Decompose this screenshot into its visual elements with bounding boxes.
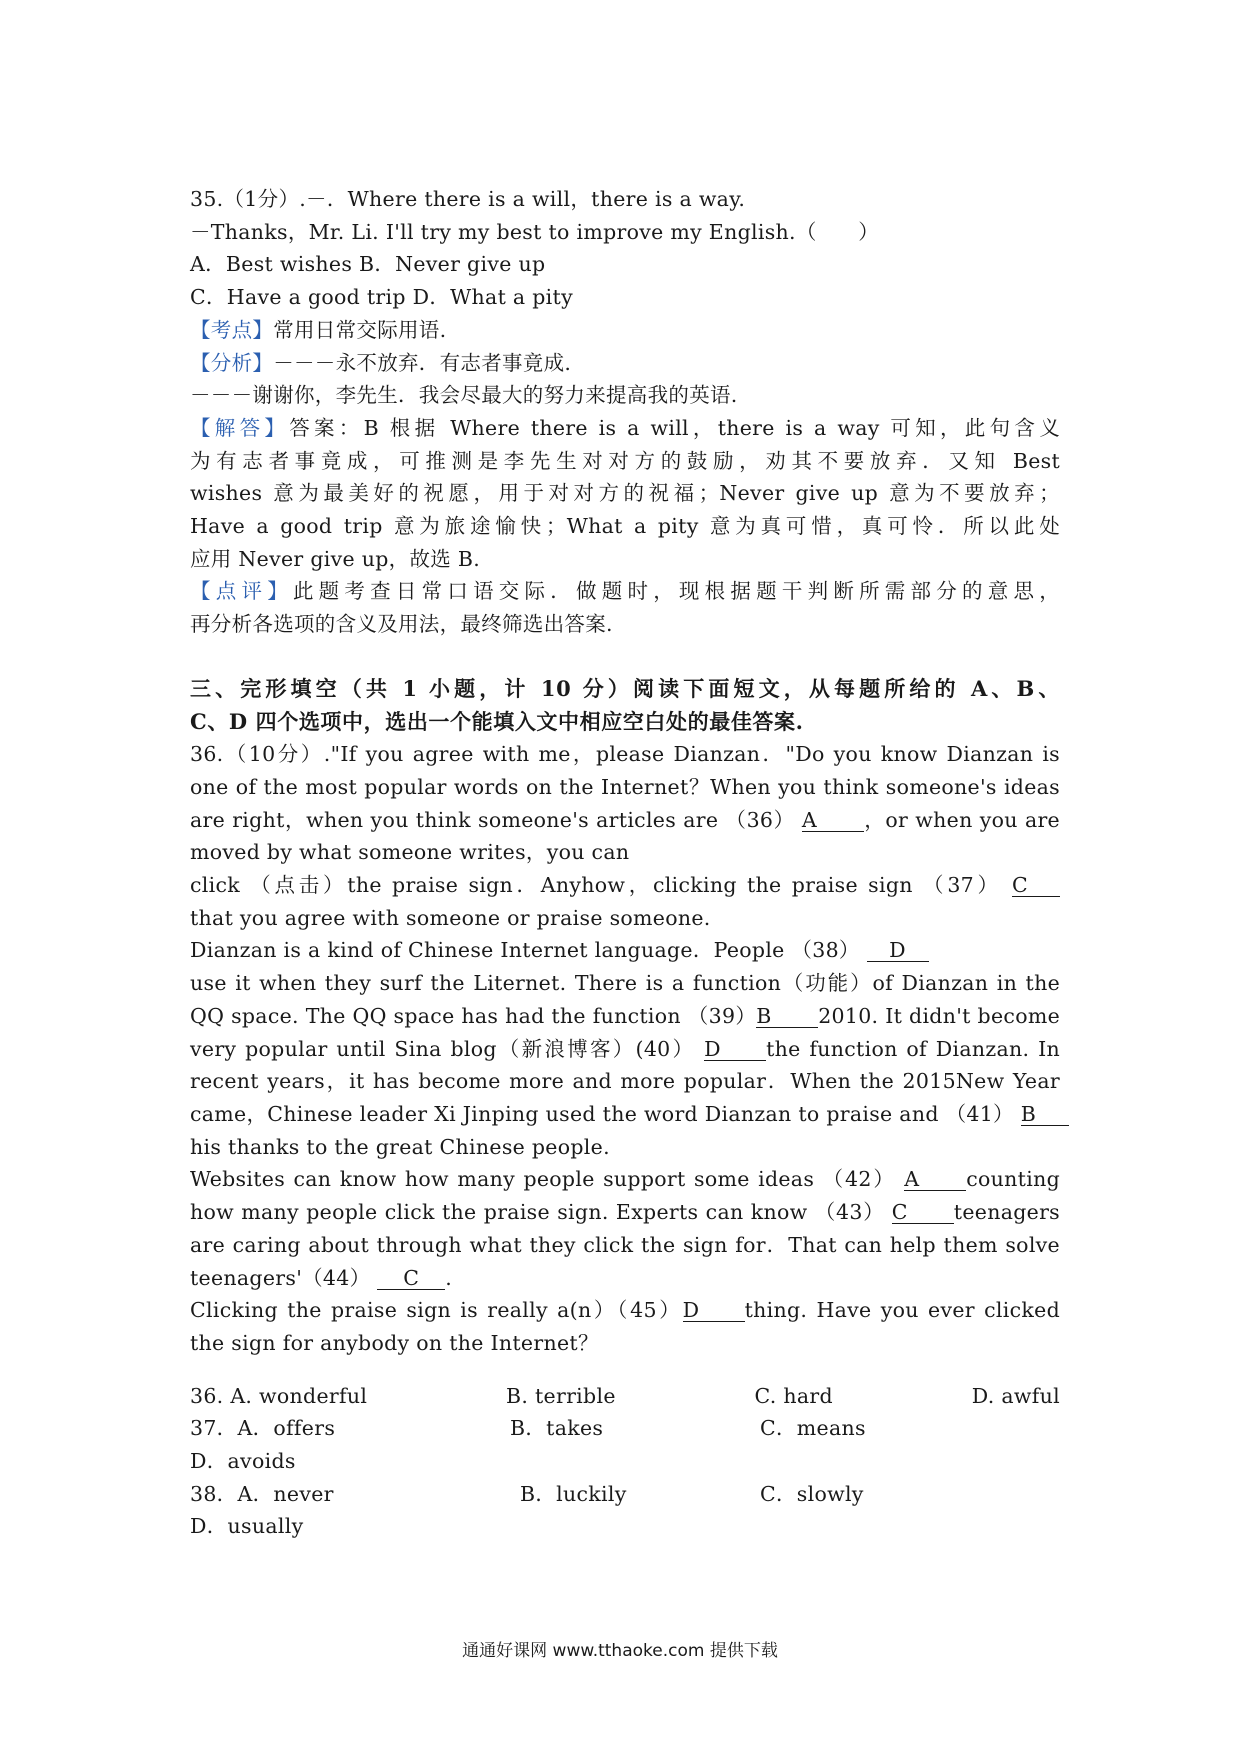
passage-text: very popular until Sina blog（新浪博客）(40） xyxy=(190,1036,696,1061)
passage-text: . xyxy=(445,1265,453,1290)
answer-blank-40: D xyxy=(704,1038,766,1061)
jieda-text-2: 为有志者事竟成，可推测是李先生对对方的鼓励，劝其不要放弃．又知 Best xyxy=(190,448,1060,473)
passage-text: Dianzan is a kind of Chinese Internet language．People （38） xyxy=(190,938,860,963)
answer-blank-36: A xyxy=(802,809,864,832)
options-37 xyxy=(190,1412,1060,1445)
fenxi-tag: 【分析】 xyxy=(190,350,274,375)
passage-line-16: are caring about through what they click the sign for．That can help them solve xyxy=(190,1232,1060,1257)
answer-blank-45: D xyxy=(683,1299,745,1322)
passage-text: are right，when you think someone's articles are （36） xyxy=(190,807,795,832)
passage-line-4: moved by what someone writes，you can xyxy=(190,840,630,865)
option-38-a: 38．A．never xyxy=(190,1481,334,1506)
passage-text: teenagers xyxy=(953,1200,1060,1225)
jieda-text-4: Have a good trip 意为旅途愉快；What a pity 意为真可惜，真可怜．所以此处 xyxy=(190,514,1060,539)
option-36-c: C. hard xyxy=(754,1383,833,1408)
option-36-d: D. awful xyxy=(971,1383,1060,1408)
option-36-b: B. terrible xyxy=(506,1383,616,1408)
answer-blank-42: A xyxy=(904,1168,966,1191)
passage-text: QQ space. The QQ space has had the function （39） xyxy=(190,1003,757,1028)
jieda-text-3: wishes 意为最美好的祝愿，用于对对方的祝福；Never give up 意为不要放弃； xyxy=(190,481,1060,506)
spacer xyxy=(190,1360,1060,1380)
option-37-d: D．avoids xyxy=(190,1449,296,1474)
passage-text: how many people click the praise sign. Experts can know （43） xyxy=(190,1200,885,1225)
passage-line-11: recent years，it has become more and more popular．When the 2015New Year xyxy=(190,1069,1060,1094)
passage-line-2: one of the most popular words on the Internet？When you think someone's ideas xyxy=(190,774,1060,799)
passage-line-1: 36.（10分）."If you agree with me，please Dianzan．"Do you know Dianzan is xyxy=(190,742,1060,767)
options-36 xyxy=(190,1380,1060,1413)
jieda-text-1: 答案：B 根据 Where there is a will，there is a way 可知，此句含义 xyxy=(289,415,1060,440)
dianping-text-1: 此题考查日常口语交际．做题时，现根据题干判断所需部分的意思， xyxy=(292,579,1060,604)
passage-text: Clicking the praise sign is really a(n）（45） xyxy=(190,1298,683,1323)
fenxi-text-1: －－－永不放弃．有志者事竟成. xyxy=(273,350,572,375)
passage-line-19: the sign for anybody on the Internet？ xyxy=(190,1330,599,1355)
passage-line-7 xyxy=(190,934,1060,967)
page-footer: 通通好课网 www.tthaoke.com 提供下载 xyxy=(462,1641,778,1661)
section3-heading-1: 三、完形填空（共 1 小题，计 10 分）阅读下面短文，从每题所给的 A、B、 xyxy=(190,675,1060,701)
passage-text: ，or when you are xyxy=(863,807,1060,832)
jieda-tag: 【解答】 xyxy=(190,415,290,440)
answer-blank-44: C xyxy=(377,1267,445,1290)
passage-line-10 xyxy=(190,1033,1060,1066)
passage-line-9 xyxy=(190,1000,1060,1033)
passage-text: counting xyxy=(966,1167,1060,1192)
option-37-b: B．takes xyxy=(510,1416,604,1441)
passage-line-8: use it when they surf the Liternet. There is a function（功能）of Dianzan in the xyxy=(190,971,1060,996)
passage-line-5 xyxy=(190,869,1060,902)
passage-text: Websites can know how many people support some ideas （42） xyxy=(190,1167,896,1192)
passage-text: click （点击）the praise sign．Anyhow，clicking the praise sign （37） xyxy=(190,873,1002,898)
passage-line-17 xyxy=(190,1262,1060,1295)
passage-line-13: his thanks to the great Chinese people. xyxy=(190,1134,610,1159)
jieda-text-5: 应用 Never give up，故选 B. xyxy=(190,546,481,571)
q35-jieda xyxy=(190,412,1060,445)
document-body xyxy=(190,183,1060,1543)
options-38 xyxy=(190,1478,1060,1511)
passage-line-3 xyxy=(190,804,1060,837)
passage-line-14 xyxy=(190,1163,1060,1196)
q35-fenxi xyxy=(190,347,1060,380)
passage-line-6: that you agree with someone or praise someone. xyxy=(190,905,711,930)
passage-text: 2010. It didn't become xyxy=(818,1003,1061,1028)
answer-blank-38: D xyxy=(867,939,929,962)
answer-blank-39: B xyxy=(756,1005,818,1028)
option-38-c: C．slowly xyxy=(760,1481,864,1506)
spacer xyxy=(190,641,1060,673)
q35-dianping xyxy=(190,575,1060,608)
answer-blank-41: B xyxy=(1021,1103,1069,1126)
q35-options-ab: A．Best wishes B．Never give up xyxy=(190,252,546,277)
dianping-tag: 【点评】 xyxy=(190,579,293,604)
passage-text: thing. Have you ever clicked xyxy=(744,1298,1061,1323)
option-37-c: C．means xyxy=(760,1416,866,1441)
option-38-d: D．usually xyxy=(190,1514,304,1539)
option-37-a: 37．A．offers xyxy=(190,1416,336,1441)
option-38-b: B．luckily xyxy=(520,1481,627,1506)
passage-text: the function of Dianzan. In xyxy=(766,1036,1060,1061)
option-36-a: 36. A. wonderful xyxy=(190,1383,368,1408)
passage-text: teenagers'（44） xyxy=(190,1265,371,1290)
fenxi-text-2: －－－谢谢你，李先生．我会尽最大的努力来提高我的英语. xyxy=(190,383,738,408)
q35-kaodian xyxy=(190,314,1060,347)
passage-text: came，Chinese leader Xi Jinping used the word Dianzan to praise and （41） xyxy=(190,1101,1014,1126)
q35-options-cd: C．Have a good trip D．What a pity xyxy=(190,285,573,310)
passage-line-18 xyxy=(190,1294,1060,1327)
q35-stem-line2: －Thanks，Mr. Li. I'll try my best to improve my English.（ ） xyxy=(190,219,880,244)
q35-stem-line1: 35.（1分）.－．Where there is a will，there is a way. xyxy=(190,187,746,211)
section3-heading-2: C、D 四个选项中，选出一个能填入文中相应空白处的最佳答案. xyxy=(190,708,804,734)
passage-line-15 xyxy=(190,1196,1060,1229)
kaodian-text: 常用日常交际用语. xyxy=(273,317,447,342)
answer-blank-43: C xyxy=(892,1201,954,1224)
dianping-text-2: 再分析各选项的含义及用法，最终筛选出答案. xyxy=(190,612,613,637)
kaodian-tag: 【考点】 xyxy=(190,317,274,342)
answer-blank-37: C xyxy=(1012,874,1060,897)
passage-line-12 xyxy=(190,1098,1060,1131)
